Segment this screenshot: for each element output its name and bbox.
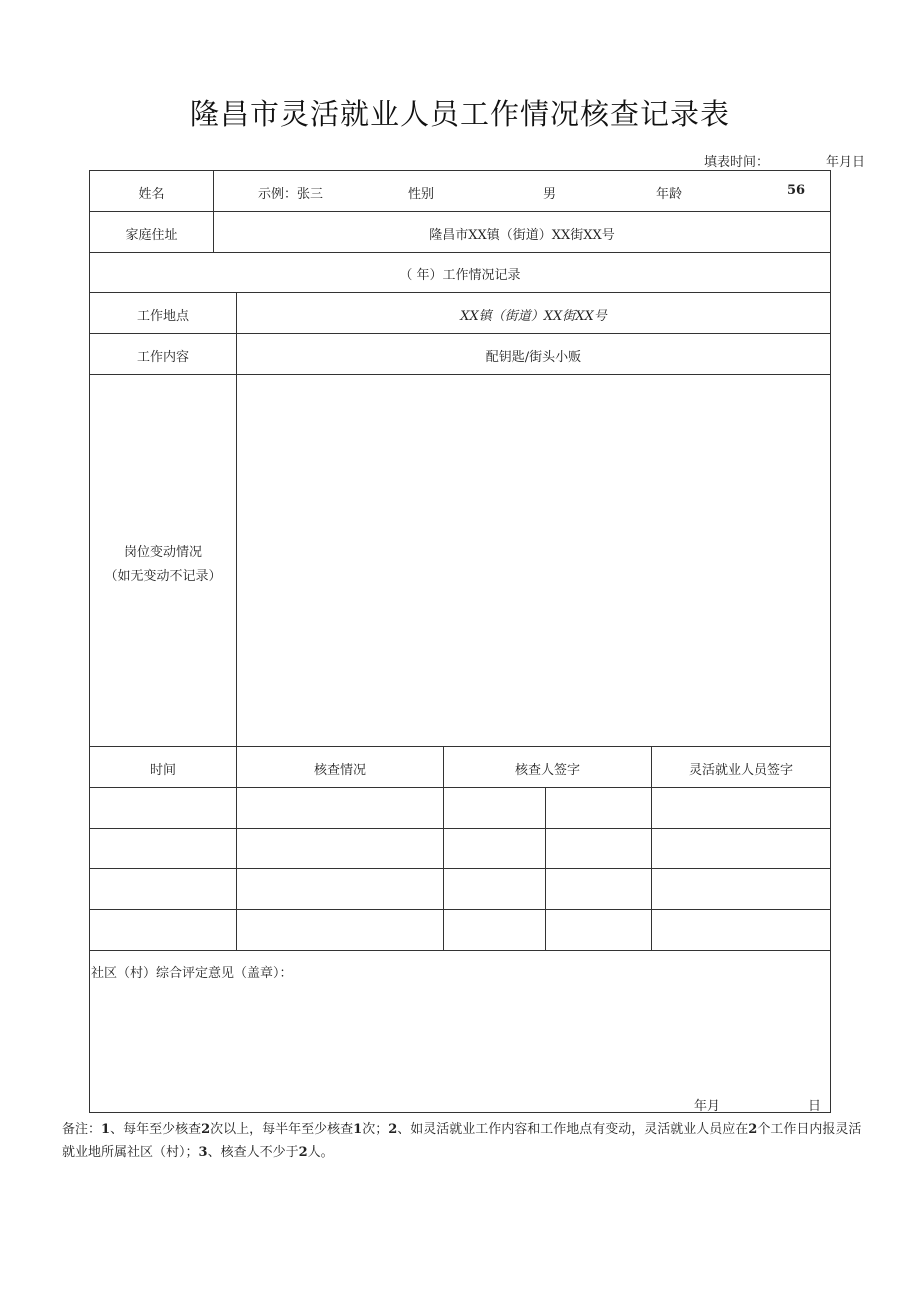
remark-number: 2 [298, 1145, 308, 1160]
community-opinion-label: 社区（村）综合评定意见（盖章）： [91, 966, 293, 981]
gender-value: 男 [543, 187, 557, 202]
community-date-day: 日 [808, 1099, 822, 1114]
row-divider [90, 746, 830, 747]
remark-number: 2 [201, 1122, 211, 1137]
job-change-note: （如无变动不记录） [104, 569, 222, 584]
remark-text: 、如灵活就业工作内容和工作地点有变动，灵活就业人员应在 [397, 1122, 749, 1137]
row-divider [90, 292, 830, 293]
remark-number: 1 [353, 1122, 363, 1137]
record-form-table [89, 170, 831, 1113]
work-location-label: 工作地点 [136, 309, 189, 324]
remark-note [62, 1118, 862, 1164]
header-inspector-signature: 核查人签字 [514, 763, 580, 778]
job-change-field[interactable] [237, 375, 830, 746]
fill-time-date: 年月日 [826, 155, 866, 170]
fill-time-label: 填表时间： [704, 155, 770, 170]
work-record-header: （ 年）工作情况记录 [399, 268, 521, 283]
row-divider [90, 950, 830, 951]
remark-text: 、核查人不少于 [207, 1145, 299, 1160]
remark-number: 1 [101, 1122, 111, 1137]
work-location-value: XX镇（街道）XX街XX号 [460, 309, 607, 324]
remark-number: 2 [748, 1122, 758, 1137]
remark-prefix: 备注： [62, 1122, 102, 1137]
header-check-status: 核查情况 [313, 763, 366, 778]
table-row[interactable] [90, 910, 830, 950]
community-opinion-field[interactable] [90, 983, 830, 1093]
remark-number: 2 [388, 1122, 398, 1137]
header-time: 时间 [149, 763, 176, 778]
gender-label: 性别 [408, 187, 435, 202]
work-content-value: 配钥匙/街头小贩 [485, 350, 582, 365]
remark-text: 个工作日内报灵活就业地所属社区（村）； [62, 1122, 862, 1160]
work-content-label: 工作内容 [136, 350, 189, 365]
row-divider [90, 333, 830, 334]
table-row[interactable] [90, 829, 830, 868]
community-date-year-month: 年月 [694, 1099, 721, 1114]
table-row[interactable] [90, 788, 830, 828]
address-value: 隆昌市XX镇（街道）XX街XX号 [429, 228, 615, 243]
remark-number: 3 [198, 1145, 208, 1160]
remark-text: 次以上，每半年至少核查 [210, 1122, 354, 1137]
table-row[interactable] [90, 869, 830, 909]
job-change-label: 岗位变动情况 [123, 545, 202, 560]
address-label: 家庭住址 [125, 228, 178, 243]
remark-text: 次； [362, 1122, 389, 1137]
remark-text: 人。 [307, 1145, 334, 1160]
age-value: 56 [787, 183, 806, 198]
row-divider [90, 211, 830, 212]
row-divider [90, 252, 830, 253]
header-worker-signature: 灵活就业人员签字 [688, 763, 793, 778]
age-label: 年龄 [656, 187, 683, 202]
page-title: 隆昌市灵活就业人员工作情况核查记录表 [189, 97, 730, 131]
remark-text: 、每年至少核查 [110, 1122, 202, 1137]
name-value: 示例：张三 [258, 187, 324, 202]
name-label: 姓名 [138, 187, 165, 202]
